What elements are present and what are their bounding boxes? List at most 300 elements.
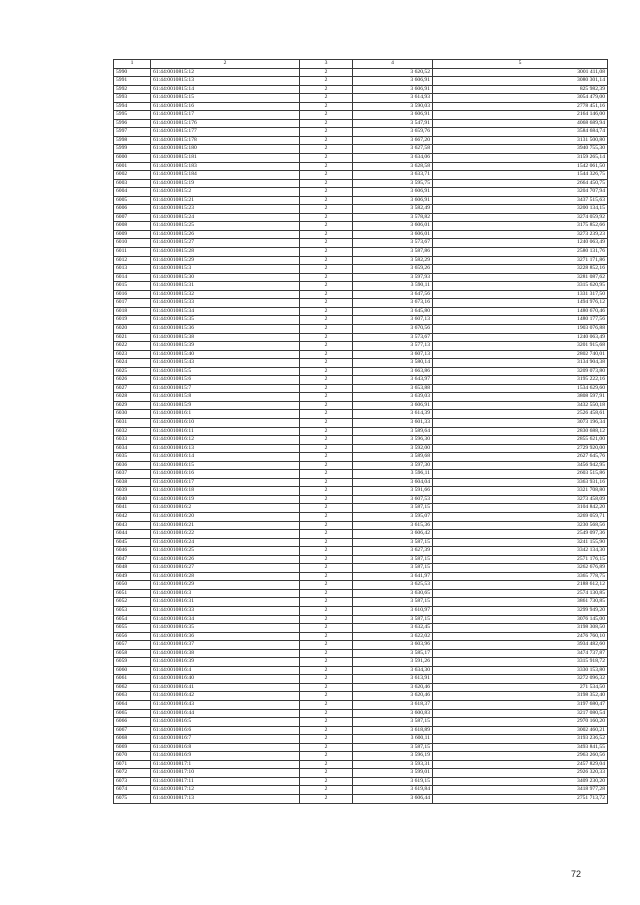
row-number-cell: 6045 <box>114 538 151 547</box>
group-cell: 2 <box>300 273 353 282</box>
group-cell: 2 <box>300 350 353 359</box>
cadastral-number-cell: 61:44:0010815:184 <box>151 171 300 180</box>
row-number-cell: 6048 <box>114 564 151 573</box>
specific-value-cell: 3 587,86 <box>353 248 433 257</box>
row-number-cell: 6066 <box>114 718 151 727</box>
table-row <box>114 136 608 145</box>
group-cell: 2 <box>300 290 353 299</box>
table-row <box>114 598 608 607</box>
specific-value-cell: 3 596,30 <box>353 436 433 445</box>
cadastral-number-cell: 61:44:0010816:38 <box>151 649 300 658</box>
row-number-cell: 6073 <box>114 777 151 786</box>
table-row <box>114 769 608 778</box>
specific-value-cell: 3 606,91 <box>353 77 433 86</box>
group-cell: 2 <box>300 418 353 427</box>
cadastral-number-cell: 61:44:0010817:11 <box>151 777 300 786</box>
cadastral-value-cell: 3076 145,00 <box>433 615 608 624</box>
row-number-cell: 6034 <box>114 444 151 453</box>
cadastral-number-cell: 61:44:0010816:41 <box>151 683 300 692</box>
cadastral-value-cell: 3159 265,14 <box>433 154 608 163</box>
specific-value-cell: 3 585,17 <box>353 649 433 658</box>
specific-value-cell: 3 587,15 <box>353 504 433 513</box>
table-row <box>114 196 608 205</box>
cadastral-value-cell: 3330 153,80 <box>433 666 608 675</box>
row-number-cell: 6017 <box>114 299 151 308</box>
group-cell: 2 <box>300 307 353 316</box>
cadastral-number-cell: 61:44:0010817:13 <box>151 795 300 804</box>
table-row <box>114 666 608 675</box>
cadastral-value-cell: 3073 196,34 <box>433 418 608 427</box>
cadastral-number-cell: 61:44:0010816:27 <box>151 564 300 573</box>
table-row <box>114 265 608 274</box>
table-row <box>114 538 608 547</box>
group-cell: 2 <box>300 85 353 94</box>
row-number-cell: 6009 <box>114 230 151 239</box>
cadastral-value-cell: 3175 852,66 <box>433 222 608 231</box>
group-cell: 2 <box>300 248 353 257</box>
specific-value-cell: 3 630,65 <box>353 589 433 598</box>
group-cell: 2 <box>300 607 353 616</box>
specific-value-cell: 3 596,19 <box>353 752 433 761</box>
cadastral-number-cell: 61:44:0010816:29 <box>151 581 300 590</box>
table-row <box>114 393 608 402</box>
table-row <box>114 495 608 504</box>
cadastral-value-cell: 3934 482,60 <box>433 641 608 650</box>
table-row <box>114 222 608 231</box>
row-number-cell: 6027 <box>114 384 151 393</box>
specific-value-cell: 3 573,67 <box>353 333 433 342</box>
cadastral-number-cell: 61:44:0010816:37 <box>151 641 300 650</box>
specific-value-cell: 3 591,66 <box>353 487 433 496</box>
group-cell: 2 <box>300 641 353 650</box>
table-row <box>114 128 608 137</box>
cadastral-number-cell: 61:44:0010815:9 <box>151 401 300 410</box>
cadastral-value-cell: 3241 155,90 <box>433 538 608 547</box>
cadastral-value-cell: 3281 087,62 <box>433 273 608 282</box>
group-cell: 2 <box>300 683 353 692</box>
specific-value-cell: 3 653,88 <box>353 384 433 393</box>
cadastral-value-cell: 2580 131,76 <box>433 248 608 257</box>
cadastral-value-cell: 271 534,50 <box>433 683 608 692</box>
group-cell: 2 <box>300 359 353 368</box>
row-number-cell: 6004 <box>114 188 151 197</box>
table-row <box>114 444 608 453</box>
group-cell: 2 <box>300 179 353 188</box>
group-cell: 2 <box>300 624 353 633</box>
group-cell: 2 <box>300 393 353 402</box>
group-cell: 2 <box>300 709 353 718</box>
specific-value-cell: 3 663,86 <box>353 367 433 376</box>
cadastral-value-cell: 3808 597,91 <box>433 393 608 402</box>
table-row <box>114 145 608 154</box>
row-number-cell: 6025 <box>114 367 151 376</box>
cadastral-value-cell: 3104 842,20 <box>433 504 608 513</box>
cadastral-value-cell: 3273 239,23 <box>433 230 608 239</box>
table-row <box>114 777 608 786</box>
specific-value-cell: 3 620,46 <box>353 692 433 701</box>
cadastral-value-cell: 2664 450,75 <box>433 179 608 188</box>
row-number-cell: 6075 <box>114 795 151 804</box>
cadastral-value-cell: 3204 707,94 <box>433 188 608 197</box>
specific-value-cell: 3 615,36 <box>353 521 433 530</box>
cadastral-value-cell: 1240 063,49 <box>433 239 608 248</box>
row-number-cell: 6029 <box>114 401 151 410</box>
cadastral-value-cell: 3200 134,15 <box>433 205 608 214</box>
table-row <box>114 478 608 487</box>
specific-value-cell: 3 547,91 <box>353 119 433 128</box>
cadastral-value-cell: 2970 160,20 <box>433 718 608 727</box>
table-row <box>114 188 608 197</box>
table-row <box>114 256 608 265</box>
group-cell: 2 <box>300 384 353 393</box>
cadastral-value-cell: 3209 073,80 <box>433 367 608 376</box>
specific-value-cell: 3 587,15 <box>353 598 433 607</box>
row-number-cell: 6021 <box>114 333 151 342</box>
table-row <box>114 487 608 496</box>
group-cell: 2 <box>300 256 353 265</box>
group-cell: 2 <box>300 743 353 752</box>
cadastral-number-cell: 61:44:0010815:5 <box>151 367 300 376</box>
cadastral-value-cell: 2963 260,56 <box>433 752 608 761</box>
specific-value-cell: 3 622,02 <box>353 632 433 641</box>
cadastral-value-cell: 2830 688,12 <box>433 427 608 436</box>
table-row <box>114 470 608 479</box>
cadastral-value-cell: 2751 713,72 <box>433 795 608 804</box>
group-cell: 2 <box>300 752 353 761</box>
table-row <box>114 401 608 410</box>
row-number-cell: 6022 <box>114 342 151 351</box>
cadastral-value-cell: 3131 500,80 <box>433 136 608 145</box>
row-number-cell: 5990 <box>114 68 151 77</box>
group-cell: 2 <box>300 316 353 325</box>
specific-value-cell: 3 595,07 <box>353 512 433 521</box>
cadastral-number-cell: 61:44:0010815:177 <box>151 128 300 137</box>
specific-value-cell: 3 641,97 <box>353 572 433 581</box>
table-row <box>114 743 608 752</box>
row-number-cell: 6002 <box>114 171 151 180</box>
cadastral-value-cell: 3262 676,89 <box>433 564 608 573</box>
table-row <box>114 547 608 556</box>
cadastral-value-cell: 3217 080,54 <box>433 709 608 718</box>
specific-value-cell: 3 595,75 <box>353 179 433 188</box>
table-row <box>114 162 608 171</box>
row-number-cell: 6037 <box>114 470 151 479</box>
cadastral-value-cell: 3315 918,72 <box>433 658 608 667</box>
row-number-cell: 6032 <box>114 427 151 436</box>
cadastral-value-cell: 3271 171,86 <box>433 256 608 265</box>
specific-value-cell: 3 597,93 <box>353 273 433 282</box>
specific-value-cell: 3 607,13 <box>353 316 433 325</box>
table-body <box>114 68 608 803</box>
group-cell: 2 <box>300 171 353 180</box>
table-row <box>114 675 608 684</box>
specific-value-cell: 3 591,26 <box>353 658 433 667</box>
specific-value-cell: 3 647,56 <box>353 290 433 299</box>
table-row <box>114 418 608 427</box>
row-number-cell: 6067 <box>114 726 151 735</box>
specific-value-cell: 3 606,91 <box>353 401 433 410</box>
table-row <box>114 427 608 436</box>
row-number-cell: 5997 <box>114 128 151 137</box>
table-row <box>114 615 608 624</box>
specific-value-cell: 3 607,53 <box>353 495 433 504</box>
row-number-cell: 6053 <box>114 607 151 616</box>
row-number-cell: 6060 <box>114 666 151 675</box>
specific-value-cell: 3 627,39 <box>353 547 433 556</box>
row-number-cell: 6038 <box>114 478 151 487</box>
group-cell: 2 <box>300 111 353 120</box>
row-number-cell: 6043 <box>114 521 151 530</box>
row-number-cell: 6026 <box>114 376 151 385</box>
table-row <box>114 248 608 257</box>
specific-value-cell: 3 606,91 <box>353 196 433 205</box>
group-cell: 2 <box>300 726 353 735</box>
table-row <box>114 581 608 590</box>
cadastral-value-cell: 3230 568,56 <box>433 521 608 530</box>
cadastral-value-cell: 2778 451,16 <box>433 102 608 111</box>
table-row <box>114 683 608 692</box>
table-row <box>114 718 608 727</box>
specific-value-cell: 3 667,20 <box>353 136 433 145</box>
specific-value-cell: 3 587,15 <box>353 564 433 573</box>
group-cell: 2 <box>300 658 353 667</box>
cadastral-number-cell: 61:44:0010815:28 <box>151 248 300 257</box>
row-number-cell: 6007 <box>114 213 151 222</box>
table-row <box>114 77 608 86</box>
specific-value-cell: 3 619,84 <box>353 786 433 795</box>
specific-value-cell: 3 578,82 <box>353 213 433 222</box>
table-row <box>114 692 608 701</box>
specific-value-cell: 3 596,11 <box>353 470 433 479</box>
table-header-row <box>114 60 608 69</box>
cadastral-number-cell: 61:44:0010816:14 <box>151 453 300 462</box>
cadastral-value-cell: 3315 620,95 <box>433 282 608 291</box>
cadastral-value-cell: 2802 740,01 <box>433 350 608 359</box>
cadastral-value-cell: 3299 949,20 <box>433 607 608 616</box>
row-number-cell: 6055 <box>114 624 151 633</box>
cadastral-number-cell: 61:44:0010815:40 <box>151 350 300 359</box>
cadastral-value-cell: 3584 684,74 <box>433 128 608 137</box>
specific-value-cell: 3 618,37 <box>353 701 433 710</box>
cadastral-number-cell: 61:44:0010816:43 <box>151 701 300 710</box>
cadastral-value-cell: 2476 760,10 <box>433 632 608 641</box>
group-cell: 2 <box>300 196 353 205</box>
specific-value-cell: 3 587,15 <box>353 615 433 624</box>
group-cell: 2 <box>300 444 353 453</box>
cadastral-number-cell: 61:44:0010816:8 <box>151 743 300 752</box>
row-number-cell: 6057 <box>114 641 151 650</box>
cadastral-value-cell: 3342 134,30 <box>433 547 608 556</box>
table-row <box>114 641 608 650</box>
specific-value-cell: 3 606,91 <box>353 85 433 94</box>
table-row <box>114 760 608 769</box>
table-row <box>114 735 608 744</box>
row-number-cell: 6016 <box>114 290 151 299</box>
cadastral-value-cell: 3134 904,38 <box>433 359 608 368</box>
row-number-cell: 5993 <box>114 94 151 103</box>
cadastral-value-cell: 3940 755,30 <box>433 145 608 154</box>
specific-value-cell: 3 645,80 <box>353 307 433 316</box>
cadastral-value-cell: 1903 076,88 <box>433 324 608 333</box>
specific-value-cell: 3 610,97 <box>353 607 433 616</box>
cadastral-number-cell: 61:44:0010815:36 <box>151 324 300 333</box>
cadastral-number-cell: 61:44:0010815:29 <box>151 256 300 265</box>
cadastral-value-cell: 1480 670,46 <box>433 307 608 316</box>
row-number-cell: 6006 <box>114 205 151 214</box>
cadastral-number-cell: 61:44:0010815:24 <box>151 213 300 222</box>
specific-value-cell: 3 593,31 <box>353 760 433 769</box>
table-row <box>114 68 608 77</box>
specific-value-cell: 3 582,49 <box>353 205 433 214</box>
cadastral-number-cell: 61:44:0010817:1 <box>151 760 300 769</box>
cadastral-number-cell: 61:44:0010816:3 <box>151 589 300 598</box>
table-row <box>114 521 608 530</box>
table-row <box>114 786 608 795</box>
cadastral-value-cell: 3274 059,92 <box>433 213 608 222</box>
cadastral-value-cell: 3437 515,63 <box>433 196 608 205</box>
group-cell: 2 <box>300 795 353 804</box>
row-number-cell: 6072 <box>114 769 151 778</box>
table-row <box>114 461 608 470</box>
cadastral-number-cell: 61:44:0010816:34 <box>151 615 300 624</box>
row-number-cell: 5996 <box>114 119 151 128</box>
group-cell: 2 <box>300 512 353 521</box>
specific-value-cell: 3 604,04 <box>353 478 433 487</box>
table-row <box>114 154 608 163</box>
table-row <box>114 111 608 120</box>
group-cell: 2 <box>300 410 353 419</box>
group-cell: 2 <box>300 675 353 684</box>
cadastral-value-cell: 2571 176,15 <box>433 555 608 564</box>
row-number-cell: 6056 <box>114 632 151 641</box>
specific-value-cell: 3 634,30 <box>353 666 433 675</box>
group-cell: 2 <box>300 128 353 137</box>
specific-value-cell: 3 614,39 <box>353 410 433 419</box>
specific-value-cell: 3 614,93 <box>353 94 433 103</box>
row-number-cell: 6047 <box>114 555 151 564</box>
cadastral-number-cell: 61:44:0010815:183 <box>151 162 300 171</box>
group-cell: 2 <box>300 342 353 351</box>
group-cell: 2 <box>300 530 353 539</box>
cadastral-value-cell: 3474 737,87 <box>433 649 608 658</box>
row-number-cell: 6074 <box>114 786 151 795</box>
row-number-cell: 6071 <box>114 760 151 769</box>
table-row <box>114 512 608 521</box>
table-row <box>114 307 608 316</box>
row-number-cell: 6011 <box>114 248 151 257</box>
row-number-cell: 6064 <box>114 701 151 710</box>
row-number-cell: 6062 <box>114 683 151 692</box>
specific-value-cell: 3 600,83 <box>353 709 433 718</box>
row-number-cell: 6001 <box>114 162 151 171</box>
cadastral-number-cell: 61:44:0010816:17 <box>151 478 300 487</box>
table-row <box>114 436 608 445</box>
cadastral-value-cell: 2164 146,00 <box>433 111 608 120</box>
specific-value-cell: 3 599,01 <box>353 769 433 778</box>
cadastral-number-cell: 61:44:0010816:33 <box>151 607 300 616</box>
cadastral-value-cell: 3197 680,47 <box>433 701 608 710</box>
row-number-cell: 6015 <box>114 282 151 291</box>
group-cell: 2 <box>300 119 353 128</box>
cadastral-number-cell: 61:44:0010815:16 <box>151 102 300 111</box>
row-number-cell: 6040 <box>114 495 151 504</box>
cadastral-number-cell: 61:44:0010815:32 <box>151 290 300 299</box>
row-number-cell: 6044 <box>114 530 151 539</box>
table-row <box>114 367 608 376</box>
row-number-cell: 5992 <box>114 85 151 94</box>
group-cell: 2 <box>300 376 353 385</box>
specific-value-cell: 3 587,15 <box>353 743 433 752</box>
cadastral-value-cell: 3080 301,14 <box>433 77 608 86</box>
group-cell: 2 <box>300 162 353 171</box>
table-row <box>114 607 608 616</box>
row-number-cell: 6031 <box>114 418 151 427</box>
column-header: 2 <box>151 60 300 69</box>
table-row <box>114 709 608 718</box>
specific-value-cell: 3 580,14 <box>353 359 433 368</box>
group-cell: 2 <box>300 77 353 86</box>
row-number-cell: 5995 <box>114 111 151 120</box>
group-cell: 2 <box>300 68 353 77</box>
group-cell: 2 <box>300 145 353 154</box>
specific-value-cell: 3 606,01 <box>353 222 433 231</box>
group-cell: 2 <box>300 760 353 769</box>
group-cell: 2 <box>300 487 353 496</box>
group-cell: 2 <box>300 230 353 239</box>
table-row <box>114 342 608 351</box>
cadastral-value-cell: 2574 130,85 <box>433 589 608 598</box>
cadastral-value-table <box>113 59 608 804</box>
cadastral-number-cell: 61:44:0010815:3 <box>151 265 300 274</box>
table-row <box>114 555 608 564</box>
group-cell: 2 <box>300 632 353 641</box>
table-row <box>114 282 608 291</box>
group-cell: 2 <box>300 555 353 564</box>
cadastral-value-cell: 2729 920,00 <box>433 444 608 453</box>
cadastral-value-cell: 3201 915,68 <box>433 342 608 351</box>
cadastral-value-cell: 2549 097,36 <box>433 530 608 539</box>
table-row <box>114 350 608 359</box>
cadastral-number-cell: 61:44:0010815:13 <box>151 77 300 86</box>
group-cell: 2 <box>300 581 353 590</box>
group-cell: 2 <box>300 436 353 445</box>
row-number-cell: 6033 <box>114 436 151 445</box>
row-number-cell: 6005 <box>114 196 151 205</box>
cadastral-number-cell: 61:44:0010816:44 <box>151 709 300 718</box>
cadastral-number-cell: 61:44:0010816:28 <box>151 572 300 581</box>
table-row <box>114 726 608 735</box>
cadastral-value-cell: 1331 317,50 <box>433 290 608 299</box>
table-row <box>114 316 608 325</box>
row-number-cell: 6028 <box>114 393 151 402</box>
cadastral-number-cell: 61:44:0010815:26 <box>151 230 300 239</box>
row-number-cell: 6000 <box>114 154 151 163</box>
group-cell: 2 <box>300 222 353 231</box>
cadastral-number-cell: 61:44:0010816:21 <box>151 521 300 530</box>
cadastral-number-cell: 61:44:0010816:20 <box>151 512 300 521</box>
table-row <box>114 324 608 333</box>
cadastral-number-cell: 61:44:0010815:34 <box>151 307 300 316</box>
table-row <box>114 624 608 633</box>
group-cell: 2 <box>300 154 353 163</box>
table-row <box>114 632 608 641</box>
cadastral-number-cell: 61:44:0010816:31 <box>151 598 300 607</box>
table-row <box>114 171 608 180</box>
table-row <box>114 410 608 419</box>
table-row <box>114 299 608 308</box>
specific-value-cell: 3 606,42 <box>353 530 433 539</box>
group-cell: 2 <box>300 367 353 376</box>
